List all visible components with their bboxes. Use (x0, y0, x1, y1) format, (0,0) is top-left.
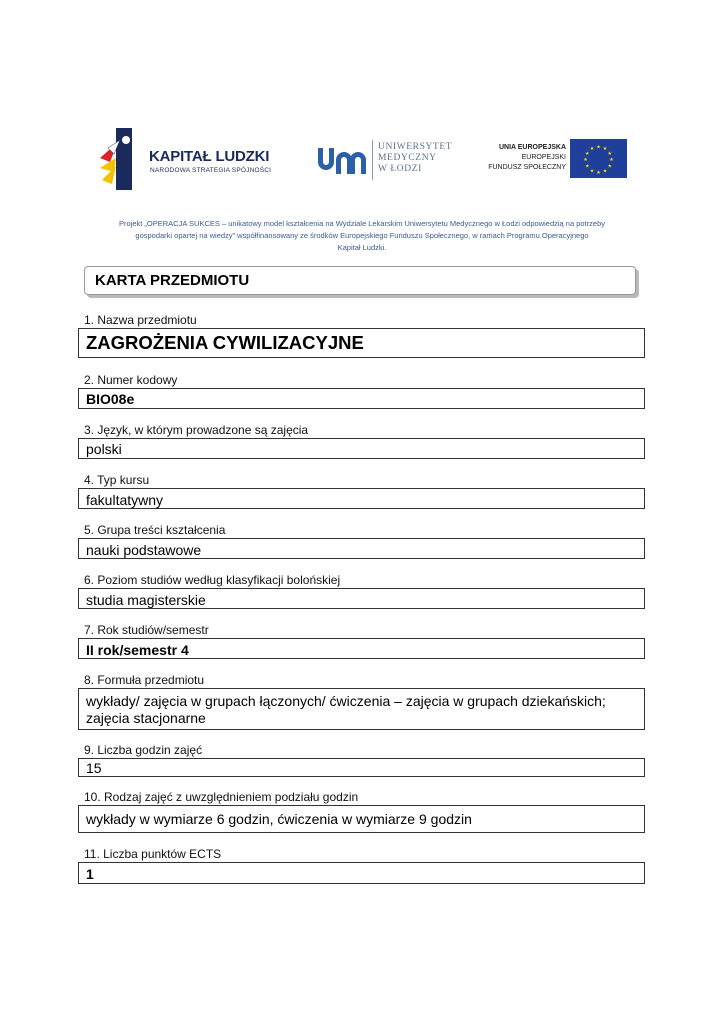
field-value-code: BIO08e (86, 391, 135, 407)
svg-text:★: ★ (589, 168, 595, 175)
svg-text:★: ★ (584, 163, 590, 170)
field-label-class-types: 10. Rodzaj zajęć z uwzględnieniem podziału godzin (84, 790, 359, 804)
svg-text:★: ★ (584, 151, 590, 157)
project-line-3: Kapitał Ludzki. (337, 243, 387, 252)
card-title: KARTA PRZEDMIOTU (95, 272, 250, 289)
svg-text:★: ★ (589, 146, 595, 153)
kapital-ludzki-title: KAPITAŁ LUDZKI (149, 148, 270, 165)
field-value-class-types: wykłady w wymiarze 6 godzin, ćwiczenia w wymiarze 9 godzin (86, 811, 472, 827)
field-box-formula (78, 688, 645, 730)
university-name-line1: UNIWERSYTET (378, 142, 453, 152)
svg-text:★: ★ (609, 157, 614, 163)
university-logo (316, 140, 466, 182)
field-label-course-type: 4. Typ kursu (84, 473, 150, 487)
field-box-content-group (78, 538, 645, 559)
field-value-content-group: nauki podstawowe (86, 542, 202, 558)
field-value-ects: 1 (86, 866, 94, 882)
field-label-content-group: 5. Grupa treści kształcenia (84, 523, 226, 537)
kapital-ludzki-logo (98, 128, 288, 192)
eu-text-line3: FUNDUSZ SPOŁECZNY (488, 164, 566, 171)
eu-text (488, 143, 566, 173)
field-box-course-type (78, 488, 645, 509)
field-value-year-semester: II rok/semestr 4 (86, 642, 189, 658)
svg-text:★: ★ (607, 151, 613, 157)
field-label-ects: 11. Liczba punktów ECTS (84, 847, 222, 861)
project-line-1: Projekt „OPERACJA SUKCES – unikatowy model kształcenia na Wydziale Lekarskim Uniwersytetu Medycznego w Łodzi odpowiedzią na potrzeby (119, 219, 605, 228)
field-box-study-level (78, 588, 645, 609)
project-line-2: gospodarki opartej na wiedzy” współfinansowany ze środków Europejskiego Funduszu Społecznego, w ramach Programu Operacyjnego (135, 231, 589, 240)
field-value-study-level: studia magisterskie (86, 592, 206, 608)
eu-text-line1: UNIA EUROPEJSKA (498, 144, 566, 151)
field-value-formula: wykłady/ zajęcia w grupach łączonych/ ćwiczenia – zajęcia w grupach dziekańskich; zajęcia stacjonarne (86, 693, 606, 726)
eu-text-line2: EUROPEJSKI (521, 154, 566, 161)
field-label-code: 2. Numer kodowy (84, 373, 178, 387)
university-logo-separator (372, 140, 373, 180)
university-name-line3: W ŁODZI (378, 164, 422, 174)
kapital-ludzki-subtitle: NARODOWA STRATEGIA SPÓJNOŚCI (150, 167, 272, 174)
university-name (378, 142, 452, 175)
kapital-ludzki-mark-icon (98, 128, 146, 192)
field-box-language (78, 438, 645, 459)
field-box-class-types (78, 805, 645, 833)
field-value-subject-name: ZAGROŻENIA CYWILIZACYJNE (86, 332, 364, 353)
field-value-language: polski (86, 441, 122, 457)
field-label-formula: 8. Formuła przedmiotu (84, 673, 205, 687)
svg-text:★: ★ (596, 170, 601, 176)
university-name-line2: MEDYCZNY (378, 153, 437, 163)
svg-text:★: ★ (602, 146, 608, 153)
field-box-ects (78, 862, 645, 884)
field-label-language: 3. Język, w którym prowadzone są zajęcia (84, 423, 309, 437)
field-label-hours: 9. Liczba godzin zajęć (84, 743, 203, 757)
svg-text:★: ★ (596, 144, 601, 151)
eu-flag-icon (570, 139, 627, 178)
field-value-hours: 15 (86, 760, 102, 776)
eu-logo (478, 138, 628, 180)
field-label-study-level: 6. Poziom studiów według klasyfikacji bolońskiej (84, 573, 341, 587)
svg-text:★: ★ (607, 163, 613, 170)
field-value-course-type: fakultatywny (86, 492, 164, 508)
field-box-code (78, 388, 645, 409)
card-title-box (84, 266, 636, 295)
um-logo-icon (316, 144, 368, 176)
project-description (96, 218, 628, 254)
field-label-year-semester: 7. Rok studiów/semestr (84, 623, 209, 637)
field-box-year-semester (78, 638, 645, 659)
svg-text:★: ★ (583, 157, 588, 163)
field-box-subject-name (78, 328, 645, 358)
field-box-hours (78, 758, 645, 777)
field-label-subject-name: 1. Nazwa przedmiotu (84, 313, 197, 327)
svg-text:★: ★ (602, 168, 608, 175)
